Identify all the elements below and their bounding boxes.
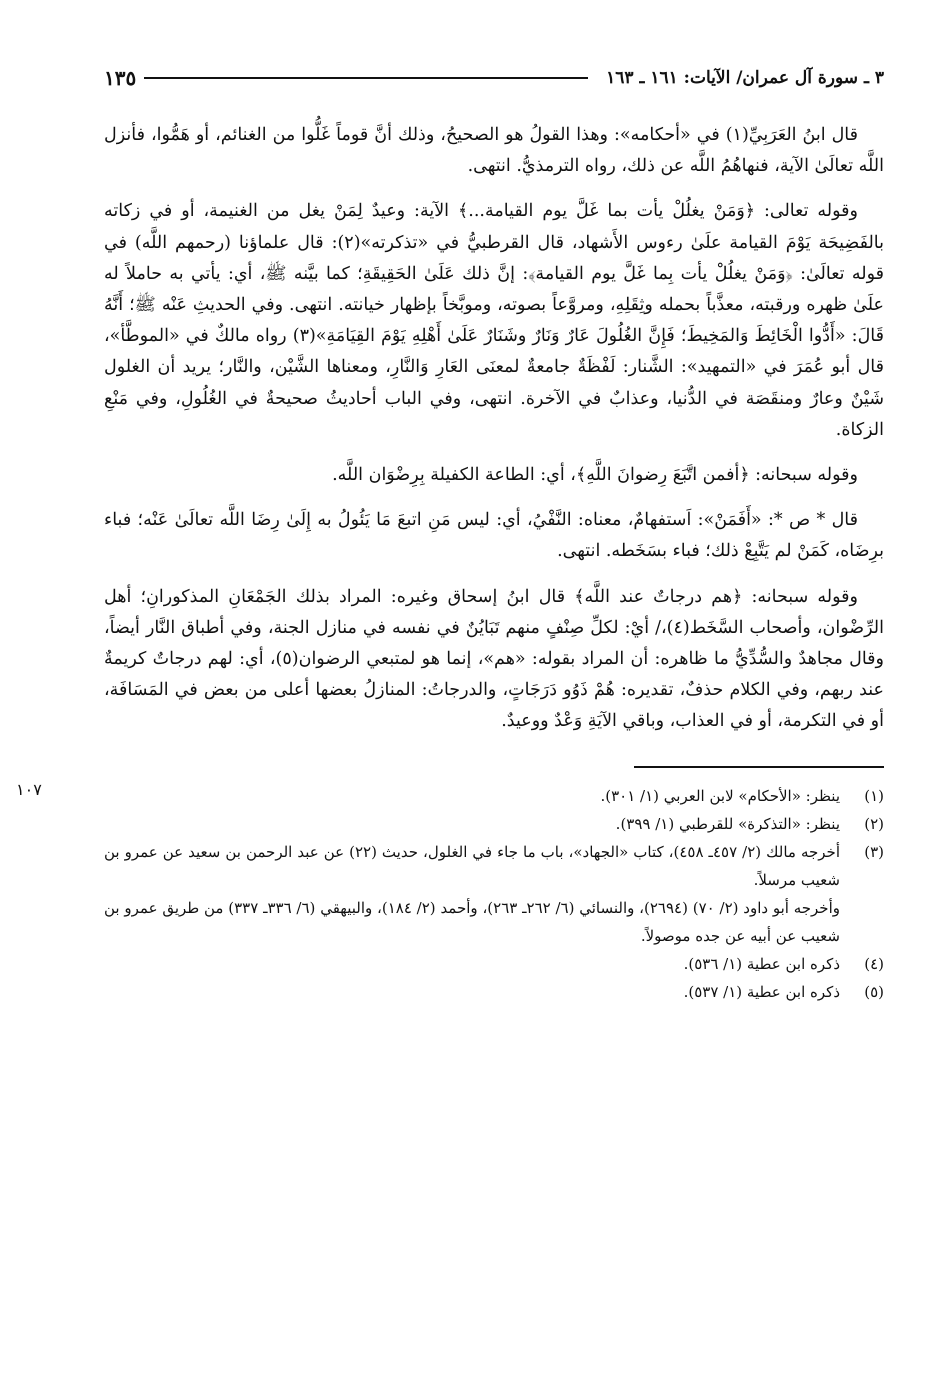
running-header bbox=[104, 60, 884, 96]
paragraph-3: وقوله سبحانه: ﴿أفمن اتَّبَعَ رِضوانَ اللَّهِ﴾، أي: الطاعة الكفيلة بِرِضْوَان اللَّه. bbox=[332, 465, 858, 486]
footnote-1 bbox=[104, 782, 884, 810]
footnote-5 bbox=[104, 978, 884, 1006]
footnotes bbox=[104, 782, 884, 1006]
header-rule bbox=[144, 77, 588, 79]
header-title: ٣ ـ سورة آل عمران/ الآيات: ١٦١ ـ ١٦٣ bbox=[606, 68, 884, 88]
footnote-number: (٥) bbox=[864, 982, 884, 1001]
page bbox=[16, 60, 884, 1360]
footnote-text: ذكره ابن عطية (١/ ٥٣٦). bbox=[683, 954, 840, 973]
footnote-4 bbox=[104, 950, 884, 978]
footnote-number: (٤) bbox=[864, 954, 884, 973]
footnote-number: (٣) bbox=[864, 842, 884, 861]
footnote-text: أخرجه مالك (٢/ ٤٥٧ـ ٤٥٨)، كتاب «الجهاد»، باب ما جاء في الغلول، حديث (٢٢) عن عبد الرحمن بن سعيد عن عمرو بن شعيب مرسلاً. bbox=[104, 842, 840, 889]
footnote-separator bbox=[634, 766, 884, 768]
margin-page-marker: ١٠٧ bbox=[16, 780, 42, 799]
paragraph-5: وقوله سبحانه: ﴿هم درجاتٌ عند اللَّه﴾ قال ابنُ إسحاق وغيره: المراد بذلك الجَمْعَانِ المذكورانِ؛ أهل الرِّضْوان، وأصحاب السَّخَط(٤)،/ أيْ: لكلِّ صِنْفٍ منهم تَبَايُنٌ في نفسه في منازل الجنة، وفي أطباق النَّار أيضاً، وقال مجاهدٌ والسُّدِّيُّ ما ظاهره: أن المراد بقوله: «هم»، إنما هو لمتبعي الرضوان(٥)، أي: لهم درجاتٌ كريمةٌ عند ربهم، وفي الكلام حذفٌ، تقديره: هُمْ ذَوُو دَرَجَاتٍ، والدرجاتُ: المنازلُ بعضها أعلى من بعض في المَسَافَة، أو في التكرمة، أو في العذاب، وباقي الآيَةِ وَعْدٌ ووعيدٌ. bbox=[104, 586, 884, 732]
footnote-number: (٢) bbox=[864, 814, 884, 833]
page-number: ١٣٥ bbox=[104, 66, 137, 90]
paragraph-1: قال ابنُ العَرَبِيِّ(١) في «أحكامه»: وهذا القولُ هو الصحيحُ، وذلك أنَّ قوماً غَلُّوا من الغنائم، أو هَمُّوا، فأنزل اللَّه تعالَىٰ الآية، فنهاهُمُ اللَّه عن ذلك، رواه الترمذيُّ. انتهى. bbox=[104, 125, 884, 177]
footnote-text: ينظر: «التذكرة» للقرطبي (١/ ٣٩٩). bbox=[615, 814, 840, 833]
footnote-number: (١) bbox=[864, 786, 884, 805]
footnote-3-continuation: وأخرجه أبو داود (٢/ ٧٠) (٢٦٩٤)، والنسائي (٦/ ٢٦٢ـ ٢٦٣)، وأحمد (٢/ ١٨٤)، والبيهقي (٦/ ٣٣٦ـ ٣٣٧) من طريق عمرو بن شعيب عن أبيه عن جده موصولاً. bbox=[104, 898, 840, 945]
footnote-text: ينظر: «الأحكام» لابن العربي (١/ ٣٠١). bbox=[600, 786, 840, 805]
paragraph-4: قال * ص *: «أَفَمَنْ»: اَستفهامٌ، معناه: النَّفْيُ، أي: ليس مَنِ اتبعَ مَا يَئُولُ به إِلَىٰ رِضَا اللَّه تعالَىٰ عَنْه؛ فباء برِضَاه، كَمَنْ لم يَتَّبِعْ ذلك؛ فباء بسَخَطه. انتهى. bbox=[104, 510, 884, 562]
footnote-2 bbox=[104, 810, 884, 838]
footnote-text: ذكره ابن عطية (١/ ٥٣٧). bbox=[683, 982, 840, 1001]
paragraph-2: وقوله تعالى: ﴿وَمَنْ يغلُلْ يأت بما غَلَّ يوم القيامة...﴾ الآية: وعيدٌ لِمَنْ يغل من الغنيمة، أو في زكاته بالفَضِيحَة يَوْمَ القيامة علَىٰ رءوس الأَشهاد، قال القرطبيُّ في «تذكرته»(٢): قال علماؤنا (رحمهم اللَّه) في قوله تعالَىٰ: ﴿وَمَنْ يغلُلْ يأت بِما غَلَّ يوم القيامة﴾: إنَّ ذلك عَلَىٰ الحَقِيقَةِ؛ كما بيَّنه ﷺ، أي: يأتي به حاملاً له علَىٰ ظهره ورقبته، معذَّباً بحمله وثِقَلِهِ، ومروَّعاً بصوته، وموبَّخاً بإظهار خيانته. انتهى. وفي الحديثِ عَنْه ﷺ؛ أَنَّهُ قَالَ: «أَدُّوا الْخَائِطَ وَالمَخِيطَ؛ فَإِنَّ الغُلُولَ عَارٌ وَنَارٌ وشَنَارٌ عَلَىٰ أَهْلِهِ يَوْمَ القِيَامَةِ»(٣) رواه مالكٌ في «الموطَّأ»، قال أبو عُمَرَ في «التمهيد»: الشَّنار: لَفْظَةٌ جامعةٌ لمعنَى العَارِ وَالنَّارِ، ومعناها الشَّيْن، والنَّار؛ يريد أن الغلول شَيْنٌ وعارٌ ومنقَصَة في الدُّنيا، وعذابٌ في الآخرة. انتهى، وفي الباب أحاديثُ صحيحةٌ في الغُلُولِ، وفي مَنْعِ الزكاة. bbox=[104, 201, 884, 440]
footnote-3 bbox=[104, 838, 884, 894]
